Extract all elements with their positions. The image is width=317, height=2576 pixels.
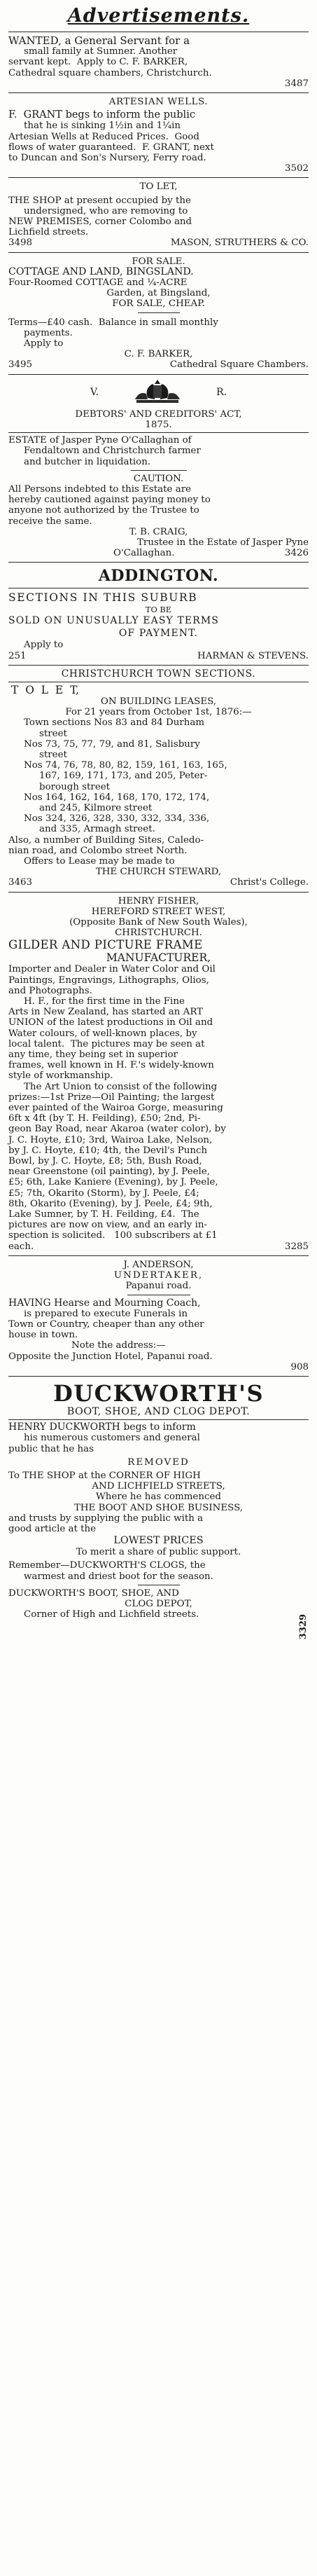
ad-artesian-wells xyxy=(8,97,309,174)
ad-line: SECTIONS IN THIS SUBURB xyxy=(8,591,198,605)
ad-line: UNDERTAKER, xyxy=(113,1270,204,1281)
ad-line: Where he has commenced xyxy=(96,1492,221,1503)
ad-line: THE SHOP at present occupied by the xyxy=(8,195,191,206)
ad-line: To THE SHOP at the CORNER OF HIGH xyxy=(8,1470,201,1481)
ad-line: street xyxy=(39,749,67,760)
ad-number: 251 xyxy=(8,650,27,661)
ad-debtors xyxy=(8,378,309,559)
ad-line: and butcher in liquidation. xyxy=(24,456,151,467)
ad-line: Nos 164, 162, 164, 168, 170, 172, 174, xyxy=(24,792,210,803)
ad-line: ESTATE of Jasper Pyne O'Callaghan of xyxy=(8,435,192,446)
ad-line: THE CHURCH STEWARD, xyxy=(95,867,222,878)
ad-line: 8th, Okarito (Evening), by J. Peele, £4; 9th, xyxy=(8,1198,213,1209)
crest-letter-r: R. xyxy=(216,386,227,398)
ad-line: All Persons indebted to this Estate are xyxy=(8,483,192,495)
ad-line: payments. xyxy=(24,327,73,338)
ad-line: H. F., for the first time in the Fine xyxy=(24,996,185,1007)
ad-line: servant kept. Apply to C. F. BARKER, xyxy=(8,57,188,68)
ad-line: To merit a share of public support. xyxy=(76,1547,241,1558)
ad-line: Town or Country, cheaper than any other xyxy=(8,1318,204,1330)
ad-duckworth xyxy=(8,1379,309,1640)
ad-number: 3463 xyxy=(8,877,33,888)
ad-line: Cathedral square chambers, Christchurch. xyxy=(8,67,212,78)
ad-line: is prepared to execute Funerals in xyxy=(24,1308,188,1319)
ad-line: UNION of the latest productions in Oil and xyxy=(8,1017,213,1028)
ad-title: MANUFACTURER, xyxy=(106,951,211,965)
ad-line: his numerous customers and general xyxy=(24,1433,200,1444)
ad-line: local talent. The pictures may be seen at xyxy=(8,1038,205,1049)
ad-line: WANTED, a General Servant for a xyxy=(8,34,190,47)
ad-line: Town sections Nos 83 and 84 Durham xyxy=(24,717,205,729)
ad-line: O'Callaghan. xyxy=(113,548,175,559)
ad-line: and 335, Armagh street. xyxy=(39,824,155,835)
divider xyxy=(8,177,309,178)
ad-number: 3502 xyxy=(284,163,309,174)
ad-line: borough street xyxy=(39,781,111,792)
divider xyxy=(8,1255,309,1256)
ad-line: Offers to Lease may be made to xyxy=(24,855,175,867)
ad-line: to Duncan and Son's Nursery, Ferry road. xyxy=(8,153,206,164)
ad-line: Christ's College. xyxy=(230,877,309,888)
ad-line: spection is solicited. 100 subscribers at £1 xyxy=(8,1230,218,1241)
ad-line: Paintings, Engravings, Lithographs, Olios, xyxy=(8,974,209,986)
ad-line: CHRISTCHURCH. xyxy=(115,928,202,939)
ad-number: 3426 xyxy=(284,548,309,559)
ad-anderson xyxy=(8,1260,309,1372)
ad-line: Importer and Dealer in Water Color and Oil xyxy=(8,964,216,975)
ad-line: £5; 7th, Okarito (Storm), by J. Peele, £4; xyxy=(8,1187,199,1199)
ad-number: 3495 xyxy=(8,359,33,371)
ad-line: and 245, Kilmore street xyxy=(39,802,153,813)
ad-line: small family at Sumner. Another xyxy=(24,46,178,57)
divider xyxy=(131,470,187,471)
ad-line: style of workmanship. xyxy=(8,1070,113,1082)
ad-heading: CAUTION. xyxy=(133,473,184,484)
ad-address: Cathedral Square Chambers. xyxy=(169,359,309,371)
ad-line: HEREFORD STREET WEST, xyxy=(91,906,226,917)
ad-line: HAVING Hearse and Mourning Coach, xyxy=(8,1297,201,1309)
divider xyxy=(8,892,309,893)
ad-number: 3498 xyxy=(8,237,33,249)
ad-line: good article at the xyxy=(8,1523,97,1534)
ad-line: flows of water guaranteed. F. GRANT, next xyxy=(8,142,214,153)
ad-line: pictures are now on view, and an early in- xyxy=(8,1220,208,1231)
ad-line: ever painted of the Wairoa Gorge, measuring xyxy=(8,1103,223,1114)
ad-line: hereby cautioned against paying money to xyxy=(8,495,211,506)
ad-signature: T. B. CRAIG, xyxy=(129,526,188,537)
ad-line: Nos 324, 326, 328, 330, 332, 334, 336, xyxy=(24,813,210,825)
ad-number: 3329 xyxy=(298,1614,309,1640)
ad-line: Also, a number of Building Sites, Caledo- xyxy=(8,834,204,846)
ad-heading: CHRISTCHURCH TOWN SECTIONS. xyxy=(61,668,256,680)
ad-line: 6ft x 4ft (by T. H. Feilding), £50; 2nd, Pi- xyxy=(8,1113,201,1124)
ad-line: OF PAYMENT. xyxy=(118,628,199,640)
ad-line: Remember—DUCKWORTH'S CLOGS, the xyxy=(8,1560,206,1571)
royal-coat-of-arms-icon xyxy=(127,378,188,406)
ad-line: Nos 73, 75, 77, 79, and 81, Salisbury xyxy=(24,738,200,750)
divider xyxy=(138,312,180,313)
ad-line: 167, 169, 171, 173, and 205, Peter- xyxy=(39,771,208,782)
divider xyxy=(8,92,309,93)
ad-signature: MASON, STRUTHERS & CO. xyxy=(170,237,309,249)
ad-line: prizes:—1st Prize—Oil Painting; the largest xyxy=(8,1091,215,1103)
ad-title: COTTAGE AND LAND, BINGSLAND. xyxy=(8,266,194,277)
ad-line: Terms—£40 cash. Balance in small monthly xyxy=(8,317,218,328)
ad-line: and trusts by supplying the public with a xyxy=(8,1513,204,1524)
ad-line: Trustee in the Estate of Jasper Pyne xyxy=(136,537,309,548)
ad-line: LOWEST PRICES xyxy=(113,1535,204,1547)
ad-line: SOLD ON UNUSUALLY EASY TERMS xyxy=(8,615,219,627)
divider xyxy=(8,562,309,563)
ad-line: Note the address:— xyxy=(71,1340,166,1351)
ad-line: NEW PREMISES, corner Colombo and xyxy=(8,216,192,228)
page-title: Advertisements. xyxy=(67,5,250,27)
ad-line: Nos 74, 76, 78, 80, 82, 159, 161, 163, 165, xyxy=(24,760,227,771)
ad-heading: J. ANDERSON, xyxy=(123,1259,194,1270)
ad-heading: ADDINGTON. xyxy=(98,567,219,586)
divider xyxy=(8,252,309,253)
ad-line: public that he has xyxy=(8,1443,94,1454)
ad-line: Garden, at Bingsland, xyxy=(106,288,211,299)
ad-line: C. F. BARKER, xyxy=(124,349,193,360)
crest-letter-v: V. xyxy=(90,386,99,398)
ad-line: The Art Union to consist of the following xyxy=(24,1081,218,1092)
ad-to-let xyxy=(8,181,309,248)
ad-line: TO BE xyxy=(145,605,172,615)
ad-line: warmest and driest boot for the season. xyxy=(24,1571,213,1582)
ad-line: Papanui road. xyxy=(125,1281,192,1292)
ad-line: any time, they being set in superior xyxy=(8,1049,178,1061)
ad-line: T O L E T, xyxy=(11,683,80,696)
ad-line: nian road, and Colombo street North. xyxy=(8,845,188,856)
ad-line: by J. C. Hoyte, £10; 4th, the Devil's Punch xyxy=(8,1145,208,1156)
ad-servant xyxy=(8,36,309,89)
ad-line: HENRY DUCKWORTH begs to inform xyxy=(8,1421,196,1433)
ad-line: Corner of High and Lichfield streets. xyxy=(24,1609,199,1620)
ad-line: THE BOOT AND SHOE BUSINESS, xyxy=(73,1502,244,1513)
ad-line: anyone not authorized by the Trustee to xyxy=(8,505,199,516)
ad-line: J. C. Hoyte, £10; 3rd, Wairoa Lake, Nelson, xyxy=(8,1134,213,1145)
ad-number: 3285 xyxy=(284,1241,309,1252)
ad-heading: ARTESIAN WELLS. xyxy=(108,97,209,108)
ad-number: 908 xyxy=(290,1361,309,1372)
ad-addington xyxy=(8,566,309,661)
divider xyxy=(8,374,309,375)
ad-line: REMOVED xyxy=(127,1456,190,1468)
divider xyxy=(8,665,309,666)
ad-year: 1875. xyxy=(145,419,172,430)
ad-line: near Greenstone (oil painting), by J. Peele, xyxy=(8,1166,211,1178)
ad-title: GILDER AND PICTURE FRAME xyxy=(8,938,203,952)
ad-line: F. GRANT begs to inform the public xyxy=(8,109,195,121)
ad-line: Artesian Wells at Reduced Prices. Good xyxy=(8,131,199,142)
ad-line: ON BUILDING LEASES, xyxy=(100,696,217,707)
ad-for-sale xyxy=(8,256,309,371)
ad-subheading: FOR SALE, CHEAP. xyxy=(112,298,205,310)
ad-line: and Photographs. xyxy=(8,985,92,996)
ad-signature: HARMAN & STEVENS. xyxy=(197,650,309,661)
ad-line: Four-Roomed COTTAGE and ¼-ACRE xyxy=(8,277,188,289)
ad-line: house in town. xyxy=(8,1330,78,1341)
ad-line: £5; 6th, Lake Kaniere (Evening), by J. Peele, xyxy=(8,1177,218,1188)
ad-heading: DUCKWORTH'S xyxy=(52,1379,265,1407)
ad-line: Fendaltown and Christchurch farmer xyxy=(24,446,201,457)
ad-town-sections xyxy=(8,669,309,888)
ad-number: 3487 xyxy=(284,78,309,89)
ad-heading: DEBTORS' AND CREDITORS' ACT, xyxy=(75,408,242,420)
ad-subheading: BOOT, SHOE, AND CLOG DEPOT. xyxy=(66,1405,251,1417)
ad-henry-fisher xyxy=(8,896,309,1252)
divider xyxy=(8,432,309,433)
ad-line: For 21 years from October 1st, 1876:— xyxy=(65,707,252,718)
ad-heading: HENRY FISHER, xyxy=(118,895,199,907)
ad-heading: TO LET, xyxy=(139,181,178,193)
ad-line: undersigned, who are removing to xyxy=(24,205,188,216)
ad-line: AND LICHFIELD STREETS, xyxy=(92,1481,225,1492)
ad-line: (Opposite Bank of New South Wales), xyxy=(69,917,248,928)
ad-heading: FOR SALE. xyxy=(132,256,185,267)
ad-line: street xyxy=(39,728,67,739)
ad-line: Water colours, of well-known places, by xyxy=(8,1028,197,1039)
ad-line: DUCKWORTH'S BOOT, SHOE, AND xyxy=(8,1587,179,1599)
ad-line: each. xyxy=(8,1241,34,1252)
ad-line: receive the same. xyxy=(8,516,92,527)
ad-line: geon Bay Road, near Akaroa (water color), by xyxy=(8,1124,226,1135)
ad-line: Bowl, by J. C. Hoyte, £8; 5th, Bush Road, xyxy=(8,1156,202,1167)
divider xyxy=(8,1419,309,1420)
ad-line: that he is sinking 1½in and 1¼in xyxy=(24,120,181,132)
ad-line: Lake Sumner, by T. H. Feilding, £4. The xyxy=(8,1209,199,1220)
ad-address: Opposite the Junction Hotel, Papanui road. xyxy=(8,1351,213,1362)
ad-line: Apply to xyxy=(24,338,64,350)
divider xyxy=(8,1376,309,1377)
ad-line: Lichfield streets. xyxy=(8,227,89,238)
ad-line: Arts in New Zealand, has started an ART xyxy=(8,1007,204,1018)
ad-line: CLOG DEPOT, xyxy=(125,1598,192,1609)
ad-line: Apply to xyxy=(24,640,64,651)
ad-line: frames, well known in H. F.'s widely-known xyxy=(8,1060,214,1071)
